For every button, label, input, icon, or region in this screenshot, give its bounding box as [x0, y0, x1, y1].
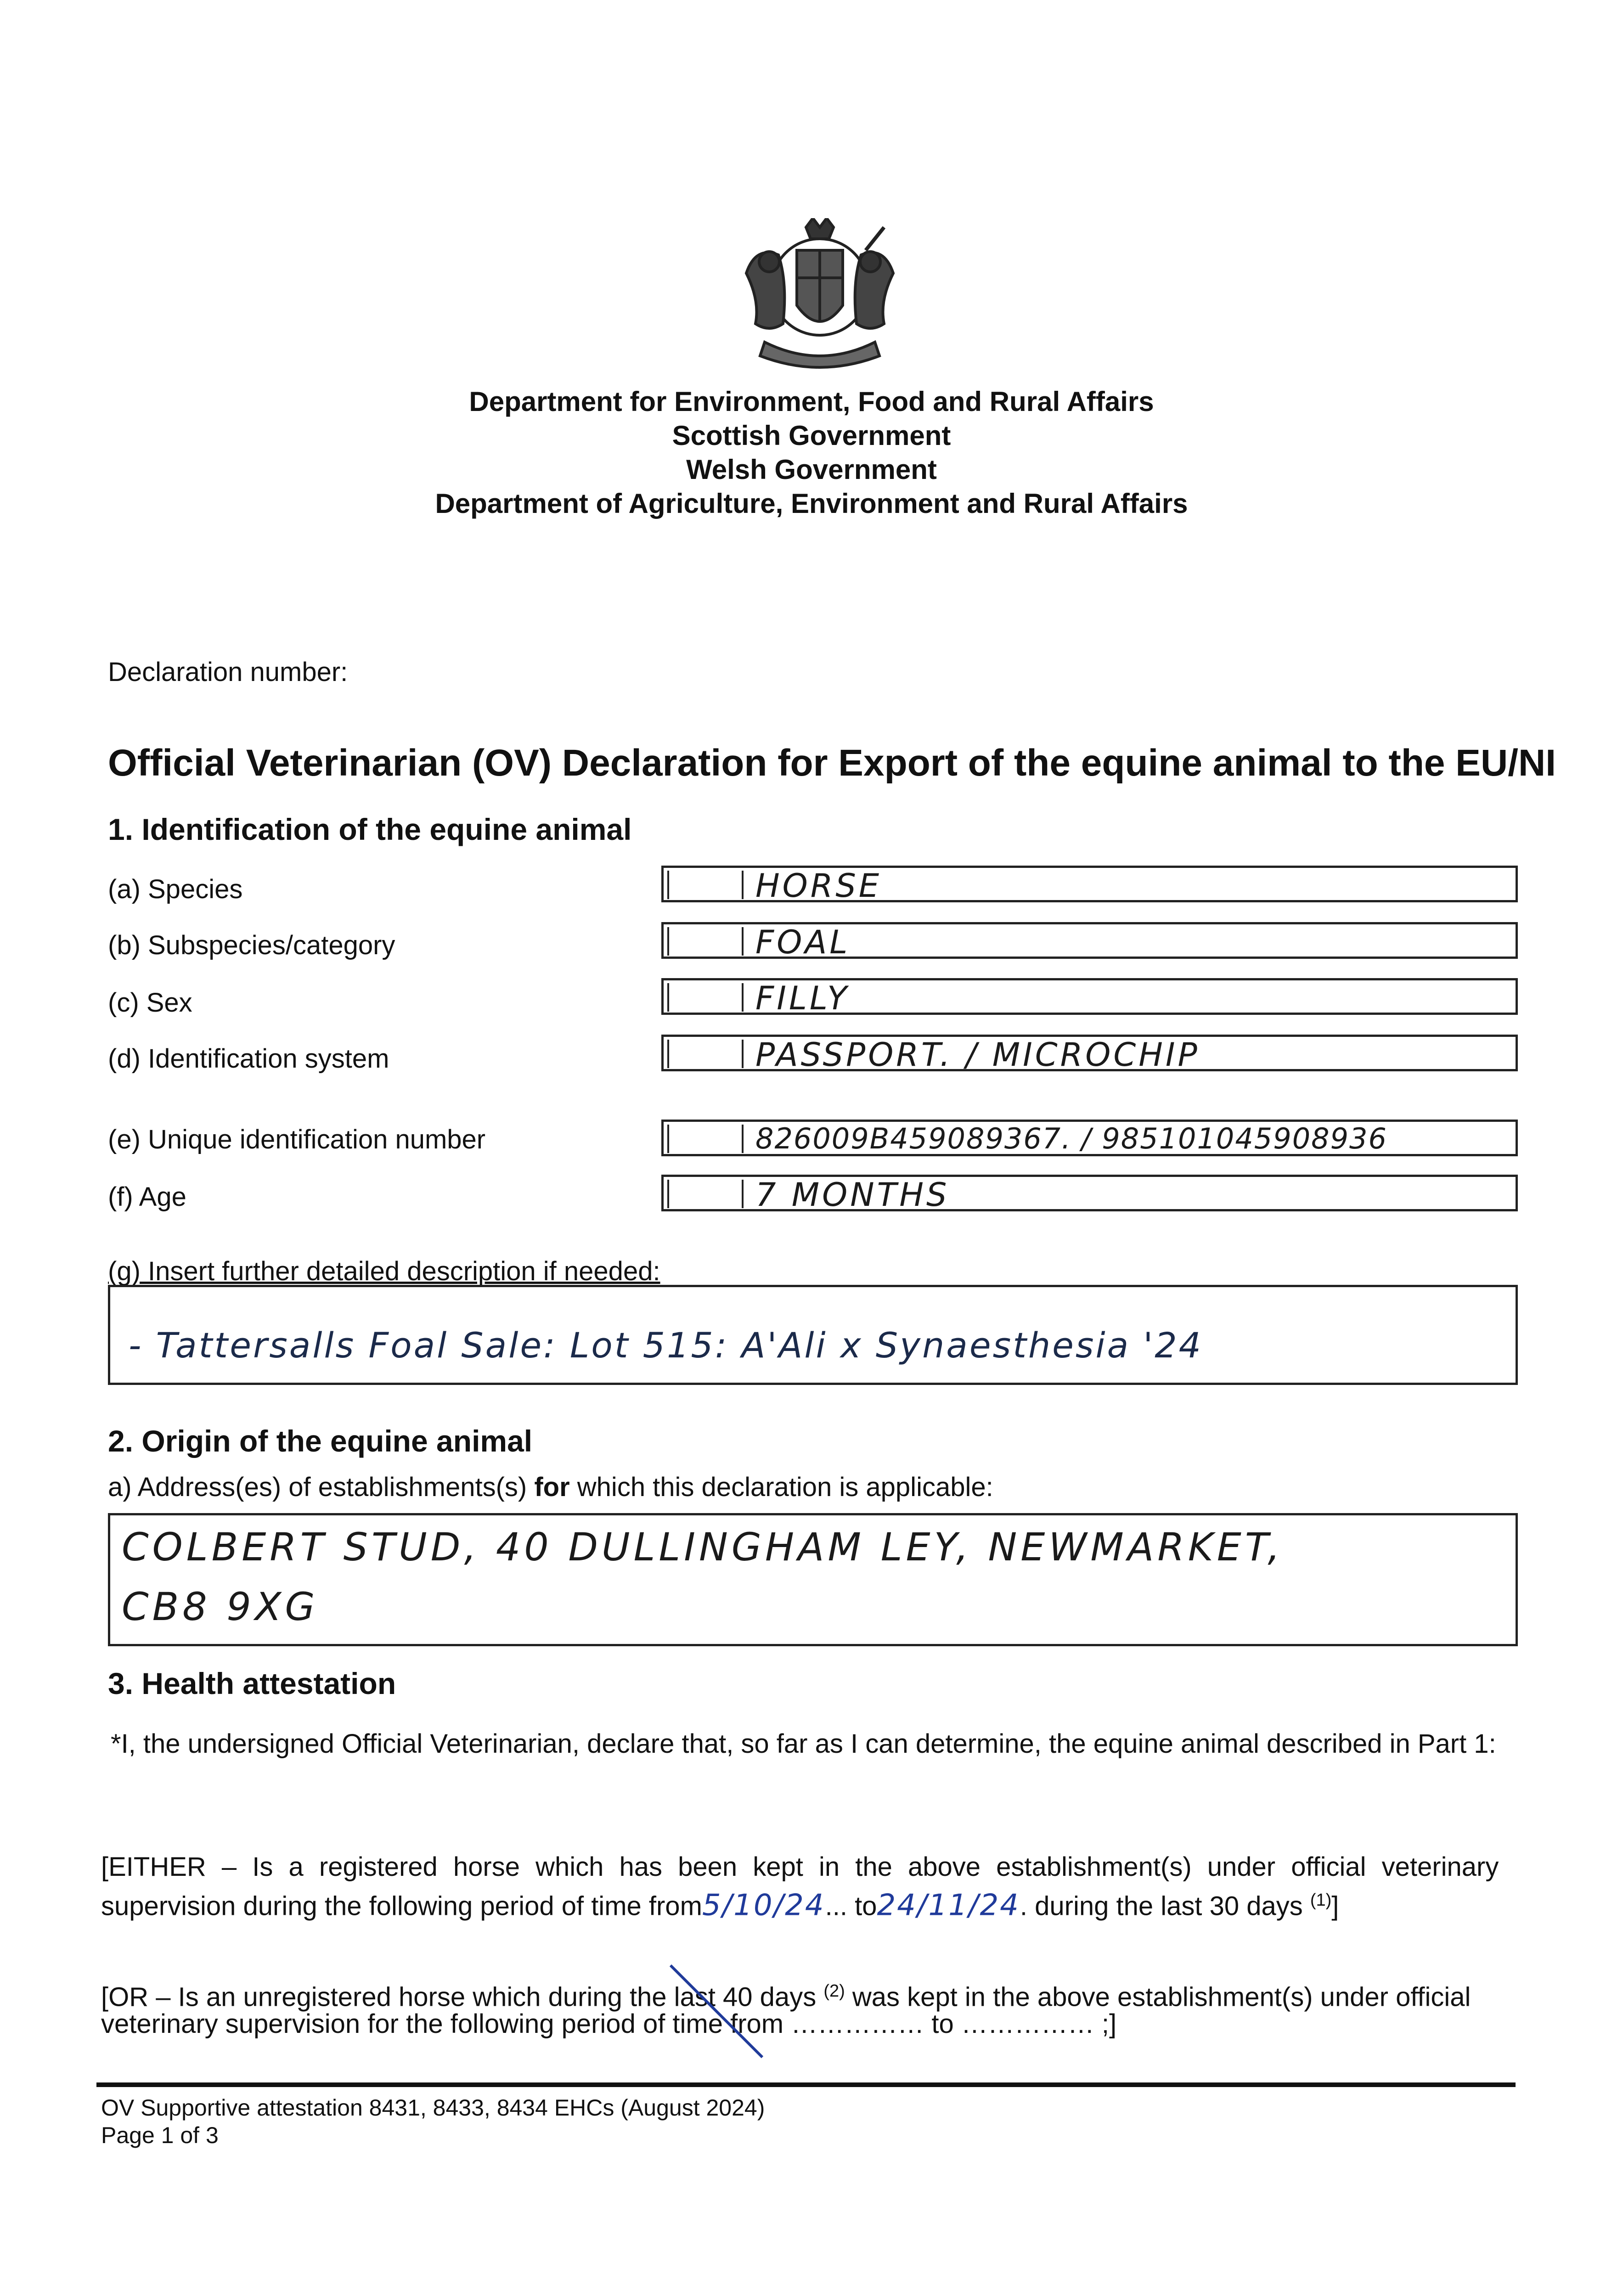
either-clause-line-1: [EITHER – Is a registered horse which has been kept in the above establishment(s) under official veterinary [101, 1852, 1499, 1882]
or-clause-pre: [OR – Is an unregistered horse which during the last 40 days [101, 1982, 824, 2012]
page-title: Official Veterinarian (OV) Declaration for Export of the equine animal to the EU/NI [108, 742, 1556, 784]
royal-coat-of-arms-icon [728, 218, 912, 377]
either-clause-mid: to [847, 1891, 877, 1921]
field-label-unique-id: (e) Unique identification number [108, 1125, 486, 1154]
address-label [108, 1472, 993, 1503]
sex-value: FILLY [755, 979, 850, 1017]
either-clause-pre: supervision during the following period of time from [101, 1891, 702, 1921]
identification-system-value: PASSPORT. / MICROCHIP [755, 1036, 1200, 1074]
department-name: Scottish Government [672, 420, 951, 451]
address-label-post: which this declaration is applicable: [569, 1472, 993, 1502]
further-description-label: (g) Insert further detailed description if needed: [108, 1256, 660, 1286]
section-1-heading: 1. Identification of the equine animal [108, 812, 632, 846]
address-line-2: CB8 9XG [122, 1584, 319, 1629]
either-clause-line-2 [101, 1884, 1516, 1923]
page-number: Page 1 of 3 [101, 2122, 219, 2148]
field-label-species: (a) Species [108, 874, 243, 904]
field-label-subspecies: (b) Subspecies/category [108, 930, 395, 960]
species-value: HORSE [755, 867, 882, 905]
species-field[interactable] [661, 866, 1518, 905]
further-description-field[interactable] [108, 1285, 1518, 1385]
field-label-identification-system: (d) Identification system [108, 1044, 389, 1074]
department-name: Department for Environment, Food and Rural Affairs [469, 386, 1154, 417]
age-value: 7 MONTHS [755, 1176, 950, 1214]
unique-id-value: 826009B459089367. / 985101045908936 [755, 1122, 1387, 1155]
or-clause-post: was kept in the above establishment(s) under official [845, 1982, 1471, 2012]
field-label-age: (f) Age [108, 1182, 186, 1212]
footnote-2-ref: (2) [823, 1981, 845, 2001]
declaration-number-label: Declaration number: [108, 657, 348, 687]
footer-divider [96, 2082, 1516, 2087]
age-field[interactable] [661, 1175, 1518, 1214]
further-description-value: - Tattersalls Foal Sale: Lot 515: A'Ali x Synaesthesia '24 [129, 1325, 1203, 1366]
footnote-1-ref: (1) [1310, 1891, 1332, 1910]
address-label-bold: for [534, 1472, 570, 1502]
address-label-pre: a) Address(es) of establishments(s) [108, 1472, 535, 1502]
either-clause-post: during the last 30 days [1027, 1891, 1310, 1921]
footer-attestation: OV Supportive attestation 8431, 8433, 8434 EHCs (August 2024) [101, 2095, 765, 2121]
strike-through-mark [661, 1961, 772, 2066]
address-line-1: COLBERT STUD, 40 DULLINGHAM LEY, NEWMARKET, [122, 1525, 1284, 1570]
department-name: Department of Agriculture, Environment and Rural Affairs [435, 488, 1188, 519]
subspecies-value: FOAL [755, 923, 851, 961]
sex-field[interactable] [661, 978, 1518, 1015]
department-name: Welsh Government [686, 454, 937, 485]
either-to-date[interactable]: 24/11/24 [877, 1888, 1020, 1923]
either-from-date[interactable]: 5/10/24 [702, 1888, 825, 1923]
section-3-heading: 3. Health attestation [108, 1666, 396, 1700]
field-label-sex: (c) Sex [108, 988, 192, 1018]
either-to-dots: . [1020, 1891, 1028, 1921]
section-2-heading: 2. Origin of the equine animal [108, 1424, 533, 1458]
identification-system-field[interactable] [661, 1035, 1518, 1074]
health-attestation-intro: *I, the undersigned Official Veterinarian, declare that, so far as I can determine, the equine animal described in Part 1: [111, 1729, 1496, 1759]
subspecies-field[interactable] [661, 922, 1518, 959]
or-clause-line-2: veterinary supervision for the following period of time from …………… to …………… ;] [101, 2009, 1117, 2039]
either-clause-end: ] [1331, 1891, 1339, 1921]
either-from-dots: ... [825, 1891, 847, 1921]
address-field[interactable] [108, 1513, 1518, 1646]
unique-id-field[interactable] [661, 1120, 1518, 1156]
